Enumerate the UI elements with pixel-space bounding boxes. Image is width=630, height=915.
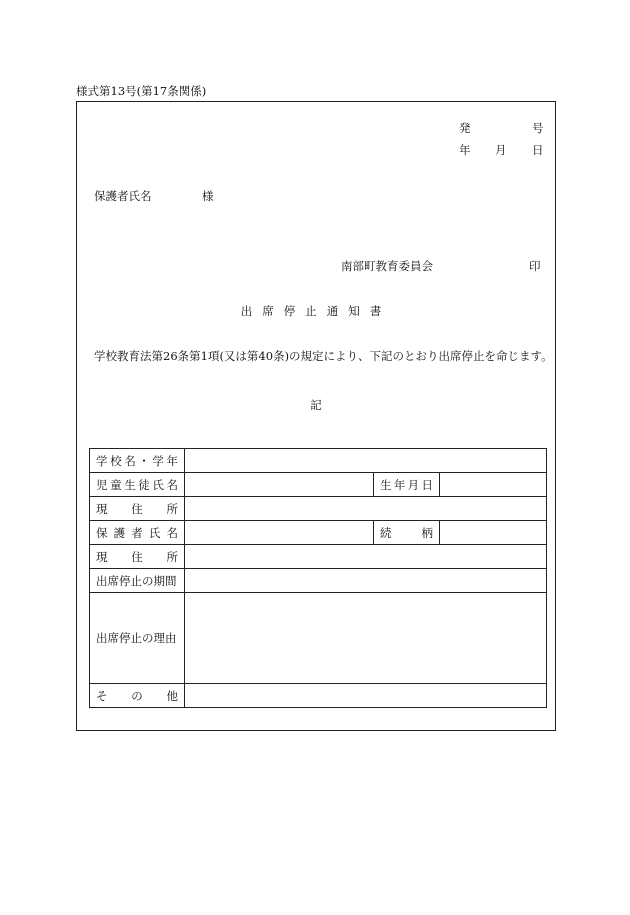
issue-number-prefix: 発 — [459, 121, 471, 135]
date-month: 月 — [495, 143, 507, 157]
table-row — [90, 684, 547, 708]
notice-body: 学校教育法第26条第1項(又は第40条)の規定により、下記のとおり出席停止を命じます。 — [94, 349, 553, 363]
school-grade-field[interactable] — [185, 449, 547, 473]
table-row — [90, 545, 547, 569]
table-row — [90, 521, 547, 545]
date-year: 年 — [459, 143, 471, 157]
table-row — [90, 593, 547, 684]
table-row — [90, 449, 547, 473]
addressee-honorific: 様 — [202, 189, 214, 203]
notice-frame — [76, 101, 556, 731]
table-row — [90, 473, 547, 497]
relationship-label: 続 柄 — [374, 521, 440, 545]
birthdate-field[interactable] — [440, 473, 547, 497]
student-address-label: 現 住 所 — [90, 497, 185, 521]
issuer-seal: 印 — [529, 259, 541, 273]
date-day: 日 — [532, 143, 544, 157]
guardian-address-label: 現 住 所 — [90, 545, 185, 569]
student-address-field[interactable] — [185, 497, 547, 521]
suspension-period-label: 出席停止の期間 — [90, 569, 185, 593]
ki-heading: 記 — [310, 398, 322, 412]
suspension-period-field[interactable] — [185, 569, 547, 593]
student-name-label: 児 童 生 徒 氏 名 — [90, 473, 185, 497]
school-grade-label: 学 校 名 ・ 学 年 — [90, 449, 185, 473]
issuer-name: 南部町教育委員会 — [341, 259, 433, 273]
suspension-reason-label: 出席停止の理由 — [90, 593, 185, 684]
birthdate-label: 生 年 月 日 — [374, 473, 440, 497]
guardian-name-label: 保 護 者 氏 名 — [90, 521, 185, 545]
document-title: 出席停止通知書 — [240, 304, 392, 318]
addressee-label: 保護者氏名 — [94, 189, 152, 203]
form-id: 様式第13号(第17条関係) — [76, 84, 207, 98]
table-row — [90, 569, 547, 593]
issue-number-suffix: 号 — [532, 121, 544, 135]
other-field[interactable] — [185, 684, 547, 708]
guardian-address-field[interactable] — [185, 545, 547, 569]
table-row — [90, 497, 547, 521]
relationship-field[interactable] — [440, 521, 547, 545]
student-name-field[interactable] — [185, 473, 374, 497]
other-label: そ の 他 — [90, 684, 185, 708]
details-table — [89, 448, 547, 708]
suspension-reason-field[interactable] — [185, 593, 547, 684]
guardian-name-field[interactable] — [185, 521, 374, 545]
